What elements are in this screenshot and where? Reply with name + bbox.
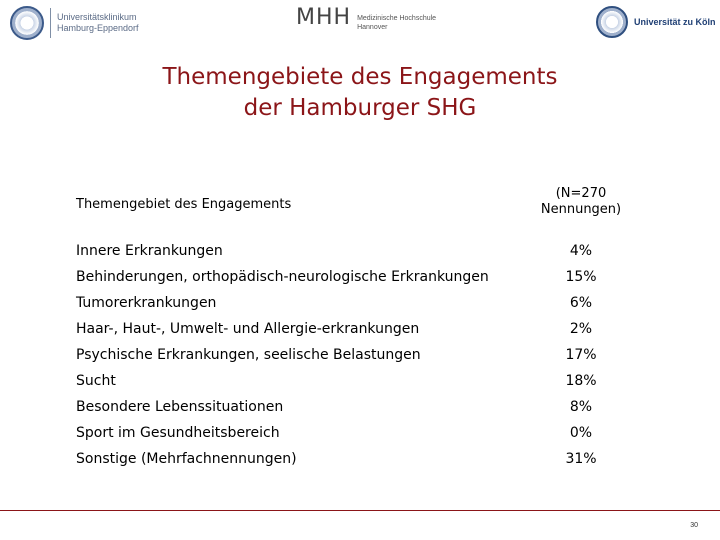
mhh-line-1: Medizinische Hochschule bbox=[357, 15, 437, 22]
row-value: 8% bbox=[569, 399, 593, 415]
table-rows bbox=[76, 238, 636, 472]
header-topic: Themengebiet des Engagements bbox=[76, 197, 292, 212]
row-value: 15% bbox=[565, 269, 597, 285]
row-label: Sonstige (Mehrfachnennungen) bbox=[76, 451, 297, 467]
row-label: Haar-, Haut-, Umwelt- und Allergie-erkrankungen bbox=[76, 321, 420, 337]
slide-title-line-1: Themengebiete des Engagements bbox=[162, 64, 558, 90]
logo-bar bbox=[0, 0, 720, 44]
row-value: 17% bbox=[565, 347, 597, 363]
table-row bbox=[76, 238, 636, 264]
koeln-seal-icon bbox=[596, 6, 628, 38]
row-value: 18% bbox=[565, 373, 597, 389]
row-label: Sucht bbox=[76, 373, 116, 389]
row-label: Tumorerkrankungen bbox=[76, 295, 217, 311]
table-row bbox=[76, 342, 636, 368]
uke-seal-icon bbox=[10, 6, 44, 40]
table-row bbox=[76, 420, 636, 446]
slide-title-line-2: der Hamburger SHG bbox=[243, 95, 477, 121]
uke-line-1: Universitätsklinikum bbox=[57, 12, 137, 22]
footer-rule bbox=[0, 510, 720, 511]
mhh-mark: MHH bbox=[296, 5, 352, 30]
mhh-logo-text bbox=[357, 14, 436, 32]
mhh-logo bbox=[296, 4, 436, 32]
table-row bbox=[76, 316, 636, 342]
row-label: Sport im Gesundheitsbereich bbox=[76, 425, 280, 441]
row-value: 31% bbox=[565, 451, 597, 467]
mhh-line-2: Hannover bbox=[357, 24, 388, 31]
koeln-logo bbox=[596, 6, 716, 38]
header-count bbox=[526, 186, 636, 218]
page-number: 30 bbox=[690, 522, 698, 529]
table-row bbox=[76, 394, 636, 420]
table-row bbox=[76, 290, 636, 316]
table-row bbox=[76, 368, 636, 394]
table-row bbox=[76, 446, 636, 472]
table-header bbox=[76, 186, 636, 232]
row-value: 6% bbox=[569, 295, 593, 311]
row-label: Besondere Lebenssituationen bbox=[76, 399, 284, 415]
row-label: Psychische Erkrankungen, seelische Belastungen bbox=[76, 347, 421, 363]
row-value: 2% bbox=[569, 321, 593, 337]
koeln-logo-text: Universität zu Köln bbox=[634, 17, 716, 27]
header-count-line-2: Nennungen) bbox=[540, 202, 622, 217]
logo-divider bbox=[50, 8, 51, 38]
uke-logo-text bbox=[57, 12, 139, 34]
row-label: Behinderungen, orthopädisch-neurologische Erkrankungen bbox=[76, 269, 489, 285]
topics-table bbox=[76, 186, 636, 472]
table-row bbox=[76, 264, 636, 290]
row-label: Innere Erkrankungen bbox=[76, 243, 223, 259]
slide-title bbox=[0, 62, 720, 124]
row-value: 0% bbox=[569, 425, 593, 441]
row-value: 4% bbox=[569, 243, 593, 259]
header-count-line-1: (N=270 bbox=[555, 186, 607, 201]
uke-line-2: Hamburg-Eppendorf bbox=[57, 23, 139, 33]
uke-logo bbox=[10, 6, 139, 40]
